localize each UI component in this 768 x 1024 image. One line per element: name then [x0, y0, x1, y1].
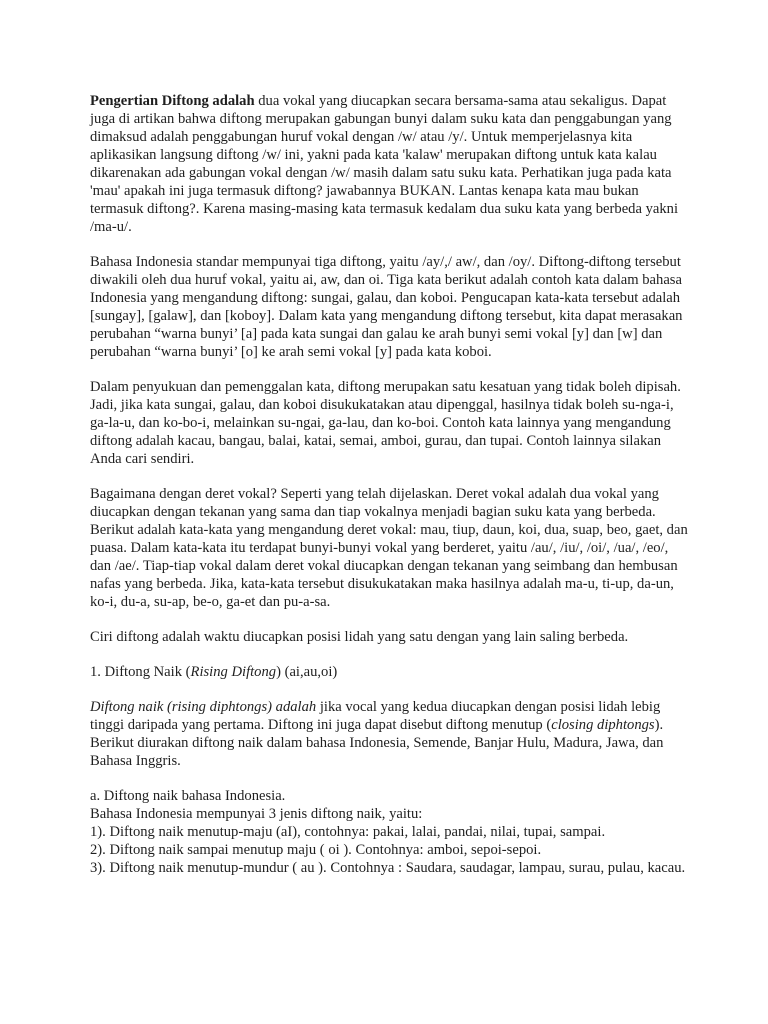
- heading-italic: Rising Diftong: [190, 664, 277, 680]
- term-heading: Pengertian Diftong adalah: [90, 93, 255, 109]
- list-item: 2). Diftong naik sampai menutup maju ( oi ). Contohnya: amboi, sepoi-sepoi.: [90, 842, 542, 858]
- subsection-intro: Bahasa Indonesia mempunyai 3 jenis diftong naik, yaitu:: [90, 806, 423, 822]
- list-item: 3). Diftong naik menutup-mundur ( au ). Contohnya : Saudara, saudagar, lampau, surau, pulau, kacau.: [90, 860, 686, 876]
- rising-text: jika vocal yang kedua diucapkan dengan posisi lidah lebig tinggi daripada yang pertama. Diftong ini juga dapat disebut diftong menutup (: [90, 699, 661, 733]
- definition-text: dua vokal yang diucapkan secara bersama-sama atau sekaligus. Dapat juga di artikan bahwa diftong merupakan gabungan bunyi dalam suku kata dan penggabungan yang dimaksud adalah penggabungan huruf vokal dengan /w/ atau /y/. Untuk memperjelasnya kita aplikasikan langsung diftong /w/ ini, yakni pada kata 'kalaw' merupakan diftong untuk kata kalau dikarenakan ada gabungan vokal dengan /w/ masih dalam satu suku kata. Perhatikan juga pada kata 'mau' apakah ini juga termasuk diftong? jawabannya BUKAN. Lantas kenapa kata mau bukan termasuk diftong?. Karena masing-masing kata termasuk kedalam dua suku kata yang berbeda yakni /ma-u/.: [90, 93, 679, 235]
- section-heading-rising: [90, 663, 690, 681]
- paragraph-vowel-sequence: Bagaimana dengan deret vokal? Seperti yang telah dijelaskan. Deret vokal adalah dua vokal yang diucapkan dengan tekanan yang sama dan tiap vokalnya menjadi bagian suku kata yang berbeda. Berikut adalah kata-kata yang mengandung deret vokal: mau, tiup, daun, koi, dua, suap, beo, gaet, dan puasa. Dalam kata-kata itu terdapat bunyi-bunyi vokal yang berderet, yaitu /au/, /iu/, /oi/, /ua/, /eo/, dan /ae/. Tiap-tiap vokal dalam deret vokal diucapkan dengan tekanan yang seimbang dan hembusan nafas yang berbeda. Jika, kata-kata tersebut disukukatakan maka hasilnya adalah ma-u, ti-up, da-un, ko-i, du-a, su-ap, be-o, ga-et dan pu-a-sa.: [90, 486, 688, 610]
- paragraph-standard-diphthongs: Bahasa Indonesia standar mempunyai tiga diftong, yaitu /ay/,/ aw/, dan /oy/. Diftong-diftong tersebut diwakili oleh dua huruf vokal, yaitu ai, aw, dan oi. Tiga kata berikut adalah contoh kata dalam bahasa Indonesia yang mengandung diftong: sungai, galau, dan koboi. Pengucapan kata-kata tersebut adalah [sungay], [galaw], dan [koboy]. Dalam kata yang mengandung diftong tersebut, kita dapat merasakan perubahan “warna bunyi’ [a] pada kata sungai dan galau ke arah bunyi semi vokal [y] dan [w] dan perubahan “warna bunyi’ [o] ke arah semi vokal [y] pada kata koboi.: [90, 254, 683, 360]
- heading-suffix: ) (ai,au,oi): [276, 664, 338, 680]
- rising-text-end: ). Berikut diurakan diftong naik dalam bahasa Indonesia, Semende, Banjar Hulu, Madura, Jawa, dan Bahasa Inggris.: [90, 717, 664, 769]
- rising-term: Diftong naik (rising diphtongs) adalah: [90, 699, 317, 715]
- list-item: 1). Diftong naik menutup-maju (aI), contohnya: pakai, lalai, pandai, nilai, tupai, sampai.: [90, 824, 606, 840]
- closing-term: closing diphtongs: [551, 717, 655, 733]
- indonesian-rising-section: [90, 787, 690, 877]
- paragraph-rising-definition: [90, 698, 690, 770]
- paragraph-definition: [90, 92, 690, 236]
- paragraph-syllabification: Dalam penyukuan dan pemenggalan kata, diftong merupakan satu kesatuan yang tidak boleh dipisah. Jadi, jika kata sungai, galau, dan koboi disukukatakan atau dipenggal, hasilnya tidak boleh su-nga-i, ga-la-u, dan ko-bo-i, melainkan su-ngai, ga-lau, dan ko-boi. Contoh kata lainnya yang mengandung diftong adalah kacau, bangau, balai, katai, semai, amboi, gurau, dan tupai. Contoh lainnya silakan Anda cari sendiri.: [90, 379, 681, 467]
- document-body: [90, 92, 690, 877]
- paragraph-diphthong-trait: Ciri diftong adalah waktu diucapkan posisi lidah yang satu dengan yang lain saling berbeda.: [90, 629, 629, 645]
- subsection-heading: a. Diftong naik bahasa Indonesia.: [90, 788, 286, 804]
- heading-prefix: 1. Diftong Naik (: [90, 664, 191, 680]
